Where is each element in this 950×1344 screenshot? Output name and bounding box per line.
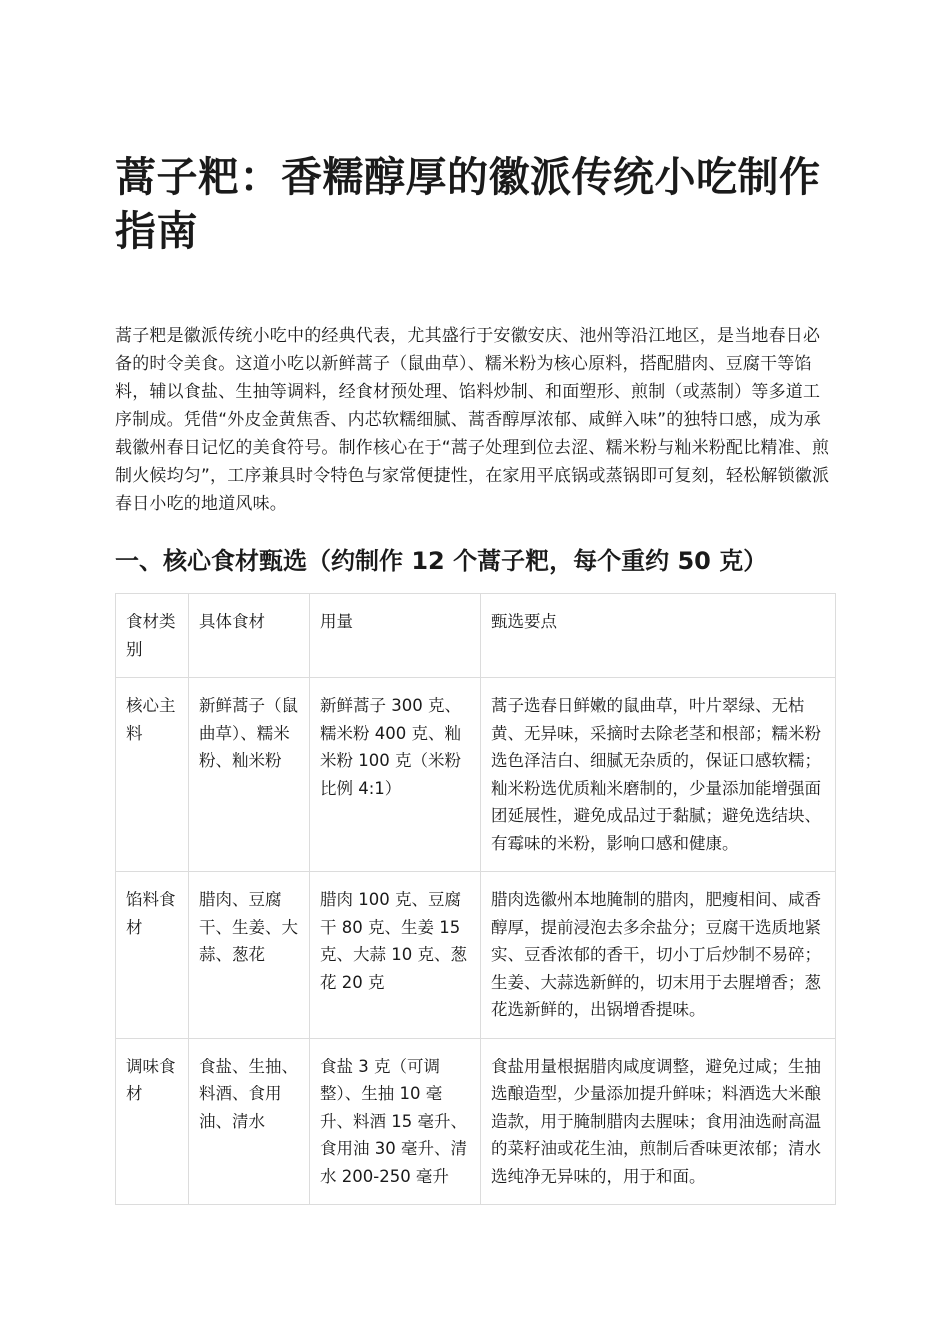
- table-row: [116, 678, 836, 872]
- cell-ingredient: 腊肉、豆腐干、生姜、大蒜、葱花: [189, 872, 310, 1039]
- header-cell-category: 食材类别: [116, 594, 189, 678]
- cell-amount: 新鲜蒿子 300 克、糯米粉 400 克、籼米粉 100 克（米粉比例 4:1）: [310, 678, 481, 872]
- ingredients-table: [115, 593, 836, 1205]
- cell-category: 核心主料: [116, 678, 189, 872]
- cell-category: 调味食材: [116, 1038, 189, 1205]
- cell-tips: 蒿子选春日鲜嫩的鼠曲草，叶片翠绿、无枯黄、无异味，采摘时去除老茎和根部；糯米粉选色泽洁白、细腻无杂质的，保证口感软糯；籼米粉选优质籼米磨制的，少量添加能增强面团延展性，避免成品过于黏腻；避免选结块、有霉味的米粉，影响口感和健康。: [481, 678, 836, 872]
- cell-ingredient: 食盐、生抽、料酒、食用油、清水: [189, 1038, 310, 1205]
- header-cell-tips: 甄选要点: [481, 594, 836, 678]
- intro-paragraph: 蒿子粑是徽派传统小吃中的经典代表，尤其盛行于安徽安庆、池州等沿江地区，是当地春日必备的时令美食。这道小吃以新鲜蒿子（鼠曲草）、糯米粉为核心原料，搭配腊肉、豆腐干等馅料，辅以食盐、生抽等调料，经食材预处理、馅料炒制、和面塑形、煎制（或蒸制）等多道工序制成。凭借“外皮金黄焦香、内芯软糯细腻、蒿香醇厚浓郁、咸鲜入味”的独特口感，成为承载徽州春日记忆的美食符号。制作核心在于“蒿子处理到位去涩、糯米粉与籼米粉配比精准、煎制火候均匀”，工序兼具时令特色与家常便捷性，在家用平底锅或蒸锅即可复刻，轻松解锁徽派春日小吃的地道风味。: [115, 326, 830, 514]
- table-row: [116, 872, 836, 1039]
- cell-amount: 食盐 3 克（可调整）、生抽 10 毫升、料酒 15 毫升、食用油 30 毫升、清水 200-250 毫升: [310, 1038, 481, 1205]
- page-title: 蒿子粑：香糯醇厚的徽派传统小吃制作指南: [115, 153, 821, 255]
- cell-amount: 腊肉 100 克、豆腐干 80 克、生姜 15 克、大蒜 10 克、葱花 20 克: [310, 872, 481, 1039]
- cell-tips: 腊肉选徽州本地腌制的腊肉，肥瘦相间、咸香醇厚，提前浸泡去多余盐分；豆腐干选质地紧实、豆香浓郁的香干，切小丁后炒制不易碎；生姜、大蒜选新鲜的，切末用于去腥增香；葱花选新鲜的，出锅增香提味。: [481, 872, 836, 1039]
- table-header-row: [116, 594, 836, 678]
- header-cell-amount: 用量: [310, 594, 481, 678]
- cell-ingredient: 新鲜蒿子（鼠曲草）、糯米粉、籼米粉: [189, 678, 310, 872]
- header-cell-ingredient: 具体食材: [189, 594, 310, 678]
- table-row: [116, 1038, 836, 1205]
- cell-category: 馅料食材: [116, 872, 189, 1039]
- cell-tips: 食盐用量根据腊肉咸度调整，避免过咸；生抽选酿造型，少量添加提升鲜味；料酒选大米酿造款，用于腌制腊肉去腥味；食用油选耐高温的菜籽油或花生油，煎制后香味更浓郁；清水选纯净无异味的，用于和面。: [481, 1038, 836, 1205]
- section-heading: 一、核心食材甄选（约制作 12 个蒿子粑，每个重约 50 克）: [115, 547, 768, 575]
